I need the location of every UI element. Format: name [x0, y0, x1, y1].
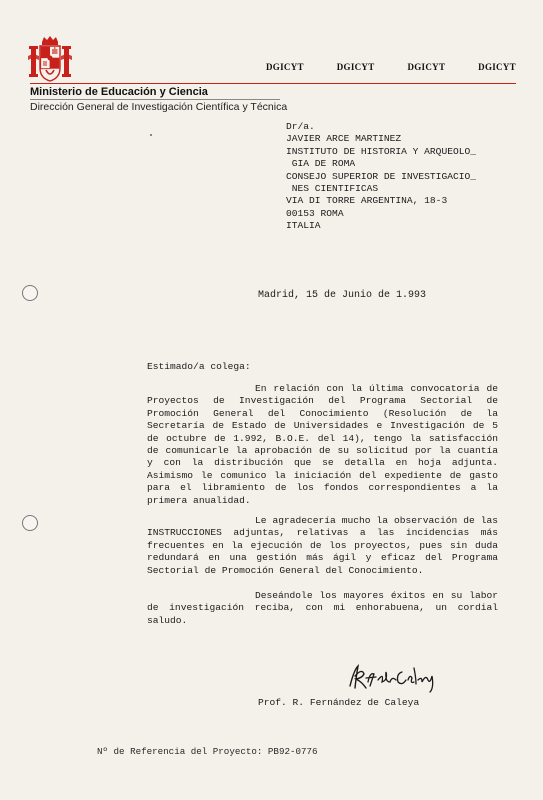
punch-hole	[22, 285, 38, 301]
dgicyt-mark: DGICYT	[407, 62, 446, 72]
handwritten-signature	[344, 660, 444, 694]
address-line: 00153 ROMA	[286, 207, 344, 219]
dgicyt-mark: DGICYT	[478, 62, 516, 72]
punch-hole	[22, 515, 38, 531]
coat-of-arms-icon	[26, 34, 74, 84]
address-line: CONSEJO SUPERIOR DE INVESTIGACIO_	[286, 170, 476, 182]
recipient-address	[286, 121, 476, 233]
dgicyt-mark: DGICYT	[336, 62, 375, 72]
signer-name: Prof. R. Fernández de Caleya	[258, 697, 420, 708]
address-line: VIA DI TORRE ARGENTINA, 18-3	[286, 195, 448, 207]
dgicyt-mark: DGICYT	[266, 62, 304, 72]
salutation: Estimado/a colega:	[147, 361, 251, 372]
address-line: JAVIER ARCE MARTINEZ	[286, 133, 402, 145]
address-line: NES CIENTIFICAS	[286, 183, 379, 195]
address-line: Dr/a.	[286, 121, 315, 132]
letterhead-red-rule	[30, 83, 516, 84]
dgicyt-marks	[266, 62, 516, 72]
address-line: GIA DE ROMA	[286, 158, 356, 170]
letter-date: Madrid, 15 de Junio de 1.993	[258, 290, 427, 301]
body-paragraph: Le agradecería mucho la observación de las INSTRUCCIONES adjuntas, relativas a las incidencias más frecuentes en la ejecución de los proyectos, pues sin duda redundará en una gestión más ágil y eficaz del Programa Sectorial de Promoción General del Conocimiento.	[147, 515, 498, 576]
letterhead-gray-rule	[30, 99, 280, 100]
address-line: ITALIA	[286, 220, 321, 232]
body-paragraph: Deseándole los mayores éxitos en su labor de investigación reciba, con mi enhorabuena, un cordial saludo.	[147, 590, 498, 626]
direction-name: Dirección General de Investigación Científica y Técnica	[30, 101, 288, 113]
ministry-name: Ministerio de Educación y Ciencia	[30, 86, 208, 98]
project-reference: Nº de Referencia del Proyecto: PB92-0776	[97, 746, 318, 757]
body-paragraph: En relación con la última convocatoria de Proyectos de Investigación del Programa Sectorial de Promoción General del Conocimiento (Resolución de la Secretaría de Estado de Universidades e Investigación de 5 de octubre de 1.992, B.O.E. del 14), tengo la satisfacción de comunicarle la aprobación de su solicitud por la cuantía y con la distribución que se detalla en hoja adjunta. Asimismo le comunico la iniciación del expediente de gasto para el libramiento de los fondos correspondientes a la primera anualidad.	[147, 383, 498, 506]
paper-speck	[150, 134, 152, 136]
address-line: INSTITUTO DE HISTORIA Y ARQUEOLO_	[286, 145, 476, 157]
